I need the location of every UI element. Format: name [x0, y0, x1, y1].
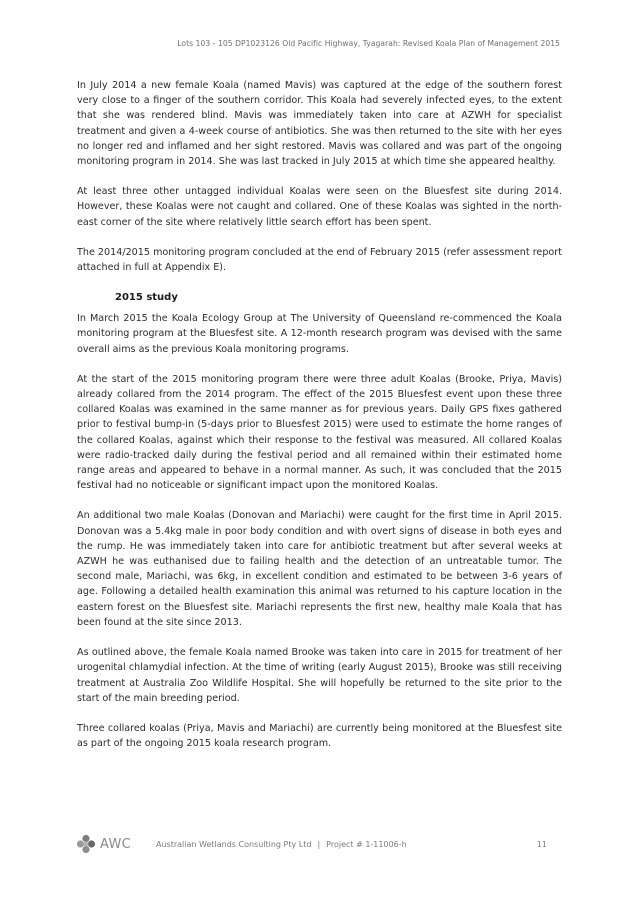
footer-info: [156, 840, 407, 849]
paragraph: An additional two male Koalas (Donovan and Mariachi) were caught for the first time in April 2015. Donovan was a 5.4kg male in poor body condition and with overt signs of disease in both eyes and the rump. He was immediately taken into care for antibiotic treatment but after several weeks at AZWH he was euthanised due to failing health and the detection of an untreatable tumor. The second male, Mariachi, was 6kg, in excellent condition and estimated to be between 3-6 years of age. Following a detailed health examination this animal was returned to his capture location in the eastern forest on the Bluesfest site. Mariachi represents the first new, healthy male Koala that has been found at the site since 2013.: [77, 510, 562, 628]
paragraph: In March 2015 the Koala Ecology Group at The University of Queensland re-commenced the Koala monitoring program at the Bluesfest site. A 12-month research program was devised with the same overall aims as the previous Koala monitoring programs.: [77, 313, 562, 355]
paragraph: In July 2014 a new female Koala (named Mavis) was captured at the edge of the southern forest very close to a finger of the southern corridor. This Koala had severely infected eyes, to the extent that she was rendered blind. Mavis was immediately taken into care at AZWH for specialist treatment and given a 4-week course of antibiotics. She was then returned to the site with her eyes no longer red and inflamed and her sight restored. Mavis was collared and was part of the ongoing monitoring program in 2014. She was last tracked in July 2015 at which time she appeared healthy.: [77, 80, 562, 168]
footer-separator: |: [317, 840, 321, 849]
document-body: [77, 78, 562, 766]
logo-text: AWC: [100, 836, 132, 852]
company-name: Australian Wetlands Consulting Pty Ltd: [156, 840, 312, 849]
paragraph: As outlined above, the female Koala named Brooke was taken into care in 2015 for treatment of her urogenital chlamydial infection. At the time of writing (early August 2015), Brooke was still receiving treatment at Australia Zoo Wildlife Hospital. She will hopefully be returned to the site prior to the start of the main breeding period.: [77, 647, 562, 704]
paragraph: Three collared koalas (Priya, Mavis and Mariachi) are currently being monitored at the Bluesfest site as part of the ongoing 2015 koala research program.: [77, 722, 562, 750]
page-footer: [0, 830, 638, 860]
page-header: Lots 103 - 105 DP1023126 Old Pacific Highway, Tyagarah: Revised Koala Plan of Management 2015: [177, 39, 560, 48]
paragraph: The 2014/2015 monitoring program concluded at the end of February 2015 (refer assessment report attached in full at Appendix E).: [77, 246, 562, 274]
paragraph: At least three other untagged individual Koalas were seen on the Bluesfest site during 2014. However, these Koalas were not caught and collared. One of these Koalas was sighted in the north-east corner of the site where relatively little search effort has been spent.: [77, 186, 562, 228]
page-number: 11: [536, 840, 547, 849]
company-logo: [76, 834, 131, 854]
project-number: Project # 1-11006-h: [326, 840, 407, 849]
paragraph: At the start of the 2015 monitoring program there were three adult Koalas (Brooke, Priya, Mavis) already collared from the 2014 program. The effect of the 2015 Bluesfest event upon these three collared Koalas was examined in the same manner as for previous years. Daily GPS fixes gathered prior to festival bump-in (5-days prior to Bluesfest 2015) were used to estimate the home ranges of the collared Koalas, against which their response to the festival was measured. All collared Koalas were radio-tracked daily during the festival period and all remained within their estimated home range areas and appeared to behave in a normal manner. As such, it was concluded that the 2015 festival had no noticeable or significant impact upon the monitored Koalas.: [77, 373, 562, 492]
awc-logo-icon: [76, 834, 96, 854]
section-heading: 2015 study: [115, 292, 178, 304]
